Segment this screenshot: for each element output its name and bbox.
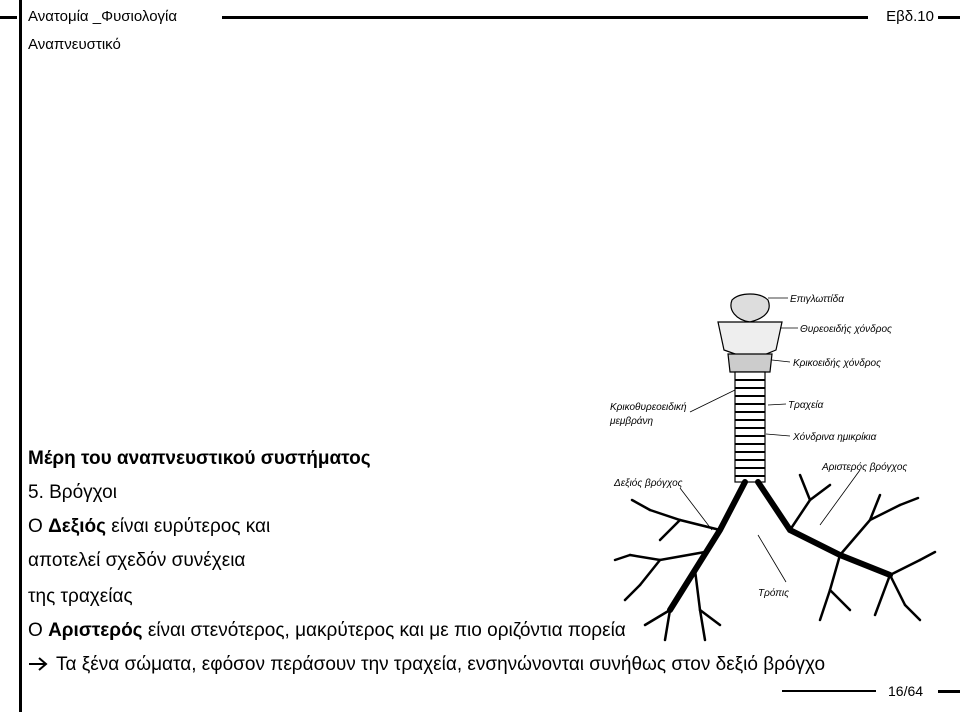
line2-text: αποτελεί σχεδόν συνέχεια [28,550,246,571]
label-epiglottis: Επιγλωττίδα [790,294,844,305]
label-thyroid-cartilage: Θυρεοειδής χόνδρος [800,324,892,335]
course-title: Ανατομία _Φυσιολογία [28,8,178,25]
line5-text: Τα ξένα σώματα, εφόσον περάσουν την τραχεία, ενσηνώνονται συνήθως στον δεξιό βρόγχο [56,654,826,675]
label-right-bronchus: Δεξιός βρόγχος [614,478,683,489]
cricoid-cartilage-shape [728,354,772,372]
label-carina: Τρόπις [758,588,789,599]
page-number: 16/64 [888,683,924,699]
footer-rule [782,690,876,692]
line1-bold: Δεξιός [48,516,106,537]
line1-prefix: Ο [28,516,49,537]
right-bronchus-text [28,516,270,538]
label-cricoid-cartilage: Κρικοειδής χόνδρος [793,358,881,369]
left-bronchus-text [28,620,626,642]
line4-prefix: Ο [28,620,49,641]
footer-dash-right [938,690,960,693]
subsection-title: 5. Βρόγχοι [28,482,117,503]
epiglottis-shape [731,294,769,322]
label-trachea: Τραχεία [788,400,824,411]
label-cartilage-rings: Χόνδρινα ημικρίκια [793,432,877,443]
right-bronchus-shape [670,482,745,610]
foreign-bodies-text [28,654,825,676]
label-left-bronchus: Αριστερός βρόγχος [822,462,908,473]
label-cricothyroid: Κρικοθυρεοειδική [610,402,687,413]
label-membrane: μεμβράνη [610,416,654,427]
week-label: Εβδ.10 [886,8,934,25]
section-title: Μέρη του αναπνευστικού συστήματος [28,448,371,469]
right-arrow-icon [28,654,56,676]
line4-suffix: είναι στενότερος, μακρύτερος και με πιο οριζόντια πορεία [142,620,626,641]
left-bronchus-shape [758,482,890,575]
line1-suffix: είναι ευρύτερος και [105,516,271,537]
chapter-title: Αναπνευστικό [28,36,121,53]
line3-text: της τραχείας [28,586,133,607]
line4-bold: Αριστερός [48,620,143,641]
